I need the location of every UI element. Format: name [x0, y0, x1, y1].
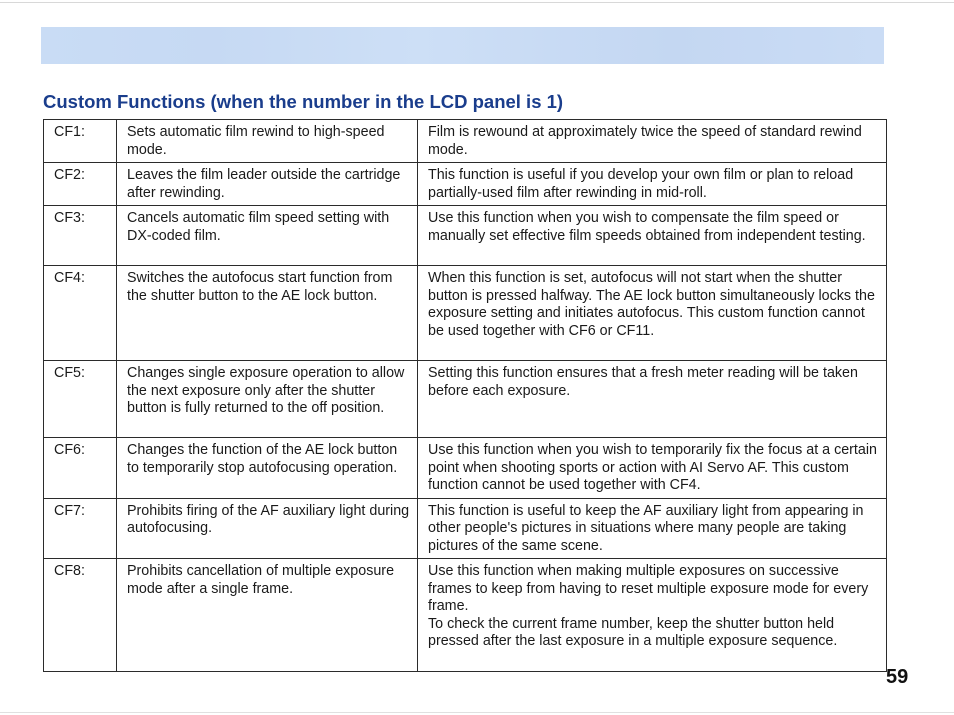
cf-code: CF2: [44, 163, 117, 206]
cf-note: Use this function when you wish to temporarily fix the focus at a certain point when shooting sports or action with AI Servo AF. This custom function cannot be used together with CF4. [428, 442, 877, 493]
cf-function: Prohibits firing of the AF auxiliary light during autofocusing. [117, 498, 418, 559]
cf-function: Changes single exposure operation to allow the next exposure only after the shutter button is fully returned to the off position. [117, 361, 418, 438]
cf-note: Use this function when you wish to compensate the film speed or manually set effective film speeds obtained from independent testing. [428, 210, 866, 244]
cf-note: This function is useful to keep the AF auxiliary light from appearing in other people's pictures in situations where many people are taking pictures of the same scene. [428, 502, 864, 554]
cf-notes [418, 438, 887, 499]
table-row [44, 266, 887, 361]
cf-function: Cancels automatic film speed setting with DX-coded film. [117, 206, 418, 266]
table-row [44, 498, 887, 559]
bottom-rule [0, 712, 954, 713]
cf-code: CF6: [44, 438, 117, 499]
cf-note: When this function is set, autofocus will not start when the shutter button is pressed halfway. The AE lock button simultaneously locks the exposure setting and initiates autofocus. This custom function cannot be used together with CF6 or CF11. [428, 270, 875, 339]
cf-function: Prohibits cancellation of multiple exposure mode after a single frame. [117, 559, 418, 672]
cf-notes [418, 559, 887, 672]
cf-function: Changes the function of the AE lock button to temporarily stop autofocusing operation. [117, 438, 418, 499]
table-row [44, 438, 887, 499]
cf-function: Sets automatic film rewind to high-speed mode. [117, 120, 418, 163]
custom-functions-table [43, 119, 887, 672]
cf-note: Film is rewound at approximately twice the speed of standard rewind mode. [428, 124, 862, 158]
table-row [44, 206, 887, 266]
section-heading: Custom Functions (when the number in the LCD panel is 1) [43, 91, 564, 112]
cf-code: CF3: [44, 206, 117, 266]
cf-notes [418, 206, 887, 266]
cf-note: Setting this function ensures that a fresh meter reading will be taken before each exposure. [428, 365, 858, 399]
cf-code: CF4: [44, 266, 117, 361]
cf-function: Switches the autofocus start function from the shutter button to the AE lock button. [117, 266, 418, 361]
cf-note: Use this function when making multiple exposures on successive frames to keep from having to reset multiple exposure mode for every frame. [428, 563, 869, 614]
cf-code: CF1: [44, 120, 117, 163]
cf-note: To check the current frame number, keep the shutter button held pressed after the last exposure in a multiple exposure sequence. [428, 615, 838, 649]
cf-notes [418, 498, 887, 559]
cf-notes [418, 120, 887, 163]
cf-notes [418, 266, 887, 361]
table-row [44, 163, 887, 206]
cf-notes [418, 163, 887, 206]
cf-function: Leaves the film leader outside the cartridge after rewinding. [117, 163, 418, 206]
cf-code: CF5: [44, 361, 117, 438]
top-rule [0, 2, 954, 3]
cf-note: This function is useful if you develop your own film or plan to reload partially-used film after rewinding in mid-roll. [428, 167, 854, 201]
cf-code: CF7: [44, 498, 117, 559]
table-row [44, 361, 887, 438]
table-row [44, 120, 887, 163]
cf-code: CF8: [44, 559, 117, 672]
table-row [44, 559, 887, 672]
cf-notes [418, 361, 887, 438]
page-number: 59 [886, 666, 909, 688]
header-banner [41, 27, 884, 64]
